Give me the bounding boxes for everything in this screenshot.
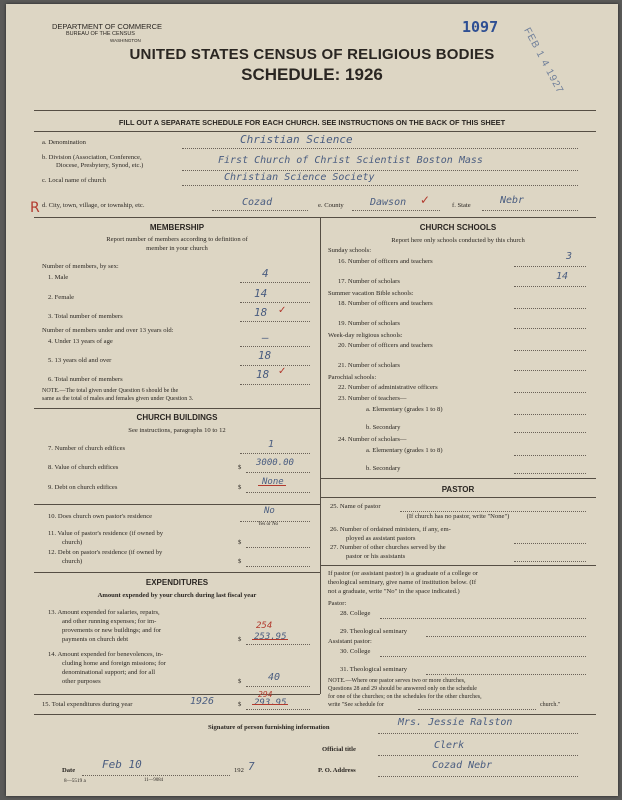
rule (320, 478, 596, 479)
check-mark: ✓ (420, 193, 431, 207)
q6-label: 6. Total number of members (48, 376, 123, 383)
number-stamp: 1097 (462, 18, 499, 36)
pastor-note-4: write "See schedule for (328, 702, 384, 708)
po-address-label: P. O. Address (318, 767, 356, 774)
q7-line (240, 453, 310, 454)
q10-value[interactable]: No (264, 506, 275, 516)
q31-line (426, 674, 586, 675)
q17-value[interactable]: 14 (556, 271, 569, 282)
rule (34, 131, 596, 132)
q13-label: 13. Amount expended for salaries, repairs, (48, 609, 160, 616)
rule (34, 694, 320, 695)
q17-line (514, 286, 586, 287)
q25-line (400, 511, 586, 512)
local-name-line (182, 185, 578, 186)
q22-label: 22. Number of administrative officers (338, 384, 438, 391)
q23-label: 23. Number of teachers— (338, 395, 407, 402)
q3-value[interactable]: 18 (254, 306, 268, 319)
pastor-note: NOTE.—Where one pastor serves two or more churches, (328, 678, 466, 684)
schools-subtitle: Report here only schools conducted by this church (391, 237, 525, 244)
q30-label: 30. College (340, 648, 371, 655)
q6-line (240, 384, 310, 385)
age-heading: Number of members under and over 13 years old: (42, 327, 174, 334)
q14-value[interactable]: 40 (268, 672, 281, 683)
signature-value[interactable]: Mrs. Jessie Ralston (398, 717, 513, 728)
q8-value[interactable]: 3000.00 (256, 458, 294, 468)
q24b-label: b. Secondary (366, 465, 401, 472)
instruction-banner: FILL OUT A SEPARATE SCHEDULE FOR EACH CHURCH. SEE INSTRUCTIONS ON THE BACK OF THIS SHEET (118, 118, 506, 127)
division-line (182, 170, 578, 171)
official-title-line (378, 755, 578, 756)
q28-label: 28. College (340, 610, 371, 617)
q21-line (514, 370, 586, 371)
city-line (212, 210, 308, 211)
q15-year[interactable]: 1926 (190, 696, 215, 707)
q16-line (514, 266, 586, 267)
rule (320, 565, 596, 566)
q3-line (240, 321, 310, 322)
q25-label: 25. Name of pastor (330, 503, 381, 510)
q24b-line (514, 473, 586, 474)
local-name-label: c. Local name of church (42, 177, 106, 184)
year-prefix: 192 (234, 767, 244, 774)
county-line (352, 210, 440, 211)
q17-label: 17. Number of scholars (338, 278, 400, 285)
form-title: UNITED STATES CENSUS OF RELIGIOUS BODIES (129, 46, 495, 63)
q23b-label: b. Secondary (366, 424, 401, 431)
q11-label: 11. Value of pastor's residence (if owned by (48, 530, 164, 537)
schools-title: CHURCH SCHOOLS (419, 223, 497, 232)
pastor-note-3: for one of the churches; on the schedules for the other churches, (328, 694, 482, 700)
q12-line (246, 566, 310, 567)
rule (34, 110, 596, 111)
state-value[interactable]: Nebr (500, 195, 525, 206)
q9-label: 9. Debt on church edifices (48, 484, 118, 491)
q11-line (246, 547, 310, 548)
membership-note: NOTE.—The total given under Question 6 should be the (42, 388, 179, 394)
q15-line (246, 709, 310, 710)
yes-no-hint: Yes or No (258, 522, 279, 527)
q26-line (514, 543, 586, 544)
date-value[interactable]: Feb 10 (102, 758, 142, 771)
rule (34, 408, 320, 409)
signature-label: Signature of person furnishing information (208, 724, 330, 731)
q20-label: 20. Number of officers and teachers (338, 342, 433, 349)
dollar-sign: $ (238, 464, 242, 471)
signature-line (378, 733, 578, 734)
q13-line (246, 644, 310, 645)
by-sex-heading: Number of members, by sex: (42, 263, 119, 270)
q25-note: (If church has no pastor, write "None") (406, 513, 510, 520)
city-label: d. City, town, village, or township, etc. (42, 202, 145, 209)
q26-label-2: ployed as assistant pastors (346, 535, 416, 542)
q15-label: 15. Total expenditures during year (42, 701, 133, 708)
q15-value[interactable]: 294 (258, 690, 273, 699)
q14-label: 14. Amount expended for benevolences, in- (48, 651, 164, 658)
q4-line (240, 346, 310, 347)
q9-value[interactable]: None (262, 477, 284, 487)
q2-line (240, 302, 310, 303)
graduate-note-2: theological seminary, give name of institution below. (If (328, 579, 477, 586)
q2-value[interactable]: 14 (254, 287, 268, 300)
dollar-sign: $ (238, 484, 242, 491)
summer-heading: Summer vacation Bible schools: (328, 290, 414, 297)
q18-line (514, 308, 586, 309)
county-label: e. County (318, 202, 344, 209)
q29-line (426, 636, 586, 637)
rule (34, 217, 596, 218)
q20-line (514, 350, 586, 351)
q27-line (514, 561, 586, 562)
weekday-heading: Week-day religious schools: (328, 332, 403, 339)
q13-value[interactable]: 254 (256, 621, 273, 631)
strike-mark (252, 639, 288, 640)
q27-label: 27. Number of other churches served by the (330, 544, 446, 551)
department-label: DEPARTMENT OF COMMERCE (52, 22, 163, 31)
membership-note-2: same as the total of males and females given under Question 3. (42, 396, 194, 402)
q4-label: 4. Under 13 years of age (48, 338, 113, 345)
q24a-line (514, 455, 586, 456)
buildings-title: CHURCH BUILDINGS (136, 413, 218, 422)
q24a-label: a. Elementary (grades 1 to 8) (366, 447, 443, 454)
q18-label: 18. Number of officers and teachers (338, 300, 433, 307)
division-label-2: Diocese, Presbytery, Synod, etc.) (56, 162, 144, 169)
q29-label: 29. Theological seminary (340, 628, 408, 635)
rule (34, 572, 320, 573)
rule (320, 497, 596, 498)
q13-struck-value: 253.95 (254, 632, 287, 642)
q22-line (514, 392, 586, 393)
q10-label: 10. Does church own pastor's residence (48, 513, 153, 520)
division-label: b. Division (Association, Conference, (42, 154, 142, 161)
q30-line (380, 656, 586, 657)
rule (34, 504, 320, 505)
county-value[interactable]: Dawson (370, 197, 407, 208)
q2-label: 2. Female (48, 294, 75, 301)
q5-value[interactable]: 18 (258, 349, 272, 362)
denomination-label: a. Denomination (42, 139, 86, 146)
q14-line (246, 686, 310, 687)
census-schedule-sheet (6, 4, 618, 796)
dollar-sign: $ (238, 701, 242, 708)
q8-label: 8. Value of church edifices (48, 464, 119, 471)
po-address-line (378, 776, 578, 777)
check-mark: ✓ (278, 305, 287, 316)
received-date-stamp: FEB 1 4 1927 (521, 26, 566, 96)
check-mark: ✓ (278, 366, 287, 377)
denomination-line (182, 148, 578, 149)
q7-value[interactable]: 1 (268, 439, 275, 450)
margin-mark: R (30, 200, 40, 216)
q13-label-3: provements or new buildings; and for (62, 627, 162, 634)
assistant-subheading: Assistant pastor: (328, 638, 372, 645)
q1-label: 1. Male (48, 274, 69, 281)
state-label: f. State (452, 202, 471, 209)
q16-value[interactable]: 3 (566, 251, 573, 262)
graduate-note-3: not a graduate, write "No" in the space indicated.) (328, 588, 460, 595)
q19-label: 19. Number of scholars (338, 320, 400, 327)
q27-label-2: pastor or his assistants (346, 553, 406, 560)
q28-line (380, 618, 586, 619)
city-value[interactable]: Cozad (242, 197, 273, 208)
official-title-label: Official title (322, 746, 356, 753)
q7-label: 7. Number of church edifices (48, 445, 126, 452)
q4-value[interactable]: — (262, 331, 269, 344)
q5-line (240, 365, 310, 366)
dollar-sign: $ (238, 558, 242, 565)
q6-value[interactable]: 18 (256, 368, 270, 381)
year-suffix[interactable]: 7 (248, 760, 255, 773)
q15-struck-value: 293.95 (254, 698, 287, 708)
q13-label-4: payments on church debt (62, 636, 129, 643)
see-schedule-line (418, 709, 536, 710)
local-name-value[interactable]: Christian Science Society (224, 172, 375, 183)
q12-label-2: church) (62, 558, 83, 565)
q14-label-2: cluding home and foreign missions; for (62, 660, 166, 667)
form-number: 8—5519 a (64, 778, 86, 784)
parochial-heading: Parochial schools: (328, 374, 377, 381)
q23b-line (514, 432, 586, 433)
q16-label: 16. Number of officers and teachers (338, 258, 433, 265)
pastor-title: PASTOR (441, 485, 475, 494)
pastor-subheading: Pastor: (328, 600, 347, 607)
q19-line (514, 328, 586, 329)
dollar-sign: $ (238, 539, 242, 546)
q14-label-4: other purposes (62, 678, 101, 685)
sunday-heading: Sunday schools: (328, 247, 372, 254)
q5-label: 5. 13 years old and over (48, 357, 112, 364)
city-label: WASHINGTON (110, 38, 141, 43)
bureau-label: BUREAU OF THE CENSUS (66, 31, 135, 37)
schedule-title: SCHEDULE: 1926 (241, 65, 383, 84)
expenditures-subtitle: Amount expended by your church during last fiscal year (97, 592, 257, 599)
state-line (482, 210, 578, 211)
membership-subtitle: Report number of members according to definition of (106, 236, 248, 243)
dollar-sign: $ (238, 678, 242, 685)
print-number: 11—9084 (144, 778, 164, 783)
q11-label-2: church) (62, 539, 83, 546)
division-value[interactable]: First Church of Christ Scientist Boston Mass (218, 155, 483, 166)
date-label: Date (62, 767, 76, 774)
q13-label-2: and other running expenses; for im- (62, 618, 157, 625)
denomination-value[interactable]: Christian Science (240, 133, 353, 146)
q8-line (246, 472, 310, 473)
q14-label-3: denominational support; and for all (62, 669, 156, 676)
pastor-note-4b: church." (540, 702, 561, 708)
graduate-note: If pastor (or assistant pastor) is a graduate of a college or (328, 570, 478, 577)
column-divider (320, 217, 321, 694)
q21-label: 21. Number of scholars (338, 362, 400, 369)
q24-label: 24. Number of scholars— (338, 436, 407, 443)
po-address-value[interactable]: Cozad Nebr (432, 760, 493, 771)
strike-mark (258, 485, 286, 486)
membership-subtitle-2: member in your church (146, 245, 208, 252)
q23a-line (514, 414, 586, 415)
pastor-note-2: Questions 28 and 29 should be answered only on the schedule (328, 686, 477, 692)
official-title-value[interactable]: Clerk (434, 740, 465, 751)
q26-label: 26. Number of ordained ministers, if any, em- (330, 526, 451, 533)
q1-line (240, 282, 310, 283)
rule (34, 714, 596, 715)
q23a-label: a. Elementary (grades 1 to 8) (366, 406, 443, 413)
q9-line (246, 492, 310, 493)
q1-value[interactable]: 4 (262, 267, 269, 280)
expenditures-title: EXPENDITURES (145, 578, 209, 587)
date-line (82, 775, 230, 776)
dollar-sign: $ (238, 636, 242, 643)
membership-title: MEMBERSHIP (149, 223, 205, 232)
strike-mark (252, 704, 288, 705)
q12-label: 12. Debt on pastor's residence (if owned by (48, 549, 163, 556)
q31-label: 31. Theological seminary (340, 666, 408, 673)
buildings-subtitle: See instructions, paragraphs 10 to 12 (128, 427, 226, 434)
q3-label: 3. Total number of members (48, 313, 123, 320)
